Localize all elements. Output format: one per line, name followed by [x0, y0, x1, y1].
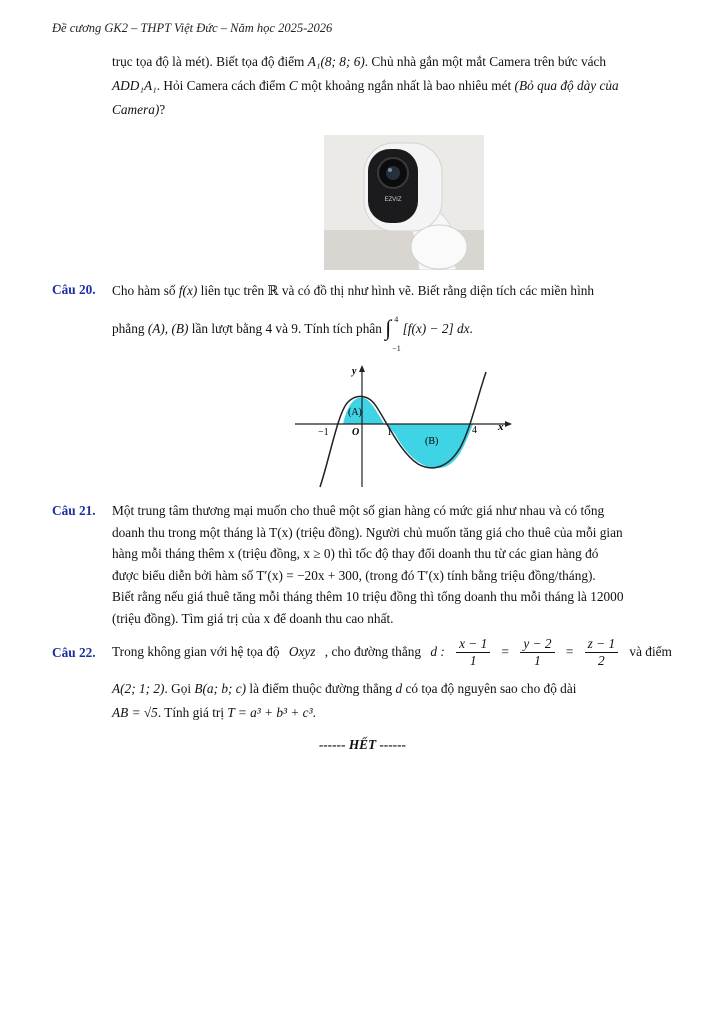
q22-fraction-x: $\frac{x - 1}{1}$: [456, 636, 490, 669]
q22-expression: T = a³ + b³ + c³: [227, 705, 313, 720]
y-axis-label: y: [352, 366, 357, 377]
x-axis-label: x: [498, 421, 504, 433]
q22-fraction-y: $\frac{y - 2}{1}$: [520, 636, 554, 669]
q19-text-b: . Chủ nhà gắn một mắt Camera trên bức vách: [364, 54, 607, 69]
q19-wall-name: ADD₁A₁: [112, 78, 157, 93]
q20-text-b: liên tục trên ℝ và có đồ thị như hình vẽ. Biết rằng diện tích các miền hình: [200, 283, 595, 298]
x-axis-arrow: [505, 421, 512, 427]
integral-sign: ∫ 4 −1: [385, 317, 399, 343]
q22-text-d: . Gọi: [164, 681, 192, 696]
q20-period: .: [469, 321, 473, 337]
q20-regions: (A), (B): [147, 321, 189, 337]
q19-text-d: một khoảng ngắn nhất là bao nhiêu mét: [301, 78, 512, 93]
q19-note: (Bỏ qua độ dày của: [514, 78, 619, 93]
function-graph: [290, 362, 515, 492]
q21-line-3: hàng mỗi tháng thêm x (triệu đồng, x ≥ 0) thì tốc độ thay đổi doanh thu từ các gian hàng đó: [112, 546, 599, 561]
q20-text-a: Cho hàm số: [112, 283, 176, 298]
q19-text-c: . Hỏi Camera cách điểm: [156, 78, 286, 93]
q20-text-d: lần lượt bằng 4 và 9. Tính tích phân: [191, 321, 382, 337]
tick-label-1: 1: [387, 427, 392, 438]
tick-label-4: 4: [472, 425, 477, 436]
q19-text-a: trục tọa độ là mét). Biết tọa độ điểm: [112, 54, 305, 69]
q21-line-4: được biểu diễn bởi hàm số T′(x) = −20x + 300, (trong đó T′(x) tính bằng triệu đồng/tháng).: [112, 567, 596, 583]
q19-line-1: [112, 50, 672, 74]
question-22-label: Câu 22.: [52, 645, 96, 660]
integral-lower-bound: −1: [392, 344, 401, 353]
q21-line-2: doanh thu trong một tháng là T(x) (triệu đồng). Người chủ muốn tăng giá cho thuê của mỗi gian: [112, 524, 623, 540]
q22-line-3: [112, 701, 672, 725]
q22-point-a: A(2; 1; 2): [112, 681, 165, 696]
q22-line-d-ref: d: [395, 681, 403, 696]
question-19-text: [112, 50, 672, 122]
q22-fraction-z: $\frac{z - 1}{2}$: [585, 636, 618, 669]
security-camera-photo: [324, 135, 484, 270]
integral-upper-bound: 4: [394, 315, 399, 324]
question-20-label: Câu 20.: [52, 282, 96, 297]
q21-line-1: Một trung tâm thương mại muốn cho thuê một số gian hàng có mức giá như nhau và có tổng: [112, 503, 605, 518]
region-b-label: (B): [425, 436, 439, 447]
camera-illustration: [324, 135, 484, 270]
camera-brand: EZVIZ: [384, 197, 402, 203]
page-header: Đề cương GK2 – THPT Việt Đức – Năm học 2025-2026: [52, 21, 333, 35]
q22-period: .: [312, 705, 316, 720]
question-20-text: [112, 279, 672, 353]
q22-distance: AB = √5: [112, 705, 158, 720]
q22-text-g: . Tính giá trị: [157, 705, 225, 720]
q20-line-1: [112, 279, 672, 303]
q22-point-b: B(a; b; c): [194, 681, 247, 696]
question-21-label: Câu 21.: [52, 503, 96, 518]
q20-function: f(x): [178, 283, 198, 298]
question-21-text: [112, 500, 672, 629]
q22-text-b: , cho đường thẳng: [324, 644, 422, 659]
q19-note-end: Camera): [112, 102, 160, 117]
question-22-text: [112, 633, 672, 725]
q19-line-2: [112, 74, 672, 98]
q19-question-mark: ?: [159, 102, 166, 117]
q21-line-5: Biết rằng nếu giá thuê tăng mỗi tháng thêm 10 triệu đồng thì tổng doanh thu mỗi tháng là 12000: [112, 589, 624, 604]
q20-text-c: phẳng: [112, 321, 145, 337]
tick-label-neg1: −1: [318, 427, 329, 438]
q21-line-6: (triệu đồng). Tìm giá trị của x để doanh thu cao nhất.: [112, 610, 394, 626]
q19-point-a1: A₁(8; 8; 6): [307, 54, 365, 69]
q22-text-f: có tọa độ nguyên sao cho độ dài: [405, 681, 577, 696]
y-axis-arrow: [359, 365, 365, 372]
region-a-label: (A): [348, 407, 362, 418]
q22-text-a: Trong không gian với hệ tọa độ: [112, 644, 280, 659]
q19-line-3: [112, 98, 672, 122]
q20-line-2: [112, 315, 672, 353]
q20-integrand: [f(x) − 2] dx: [402, 321, 470, 337]
q22-line-2: [112, 677, 672, 701]
q22-line-d: d :: [430, 644, 445, 659]
q22-system: Oxyz: [288, 644, 316, 659]
q22-line-1: Trong không gian với hệ tọa độ Oxyz , cho đường thẳng d : $\frac{x - 1}{1}$ = $\frac{y - 2}{1}$ = $\frac{z - 1}{2}$ và điểm: [112, 635, 672, 668]
end-marker: ------ HẾT ------: [318, 737, 407, 752]
q19-point-c: C: [288, 78, 298, 93]
q22-text-e: là điểm thuộc đường thẳng: [249, 681, 393, 696]
q22-text-c: và điểm: [629, 644, 672, 659]
origin-label: O: [352, 427, 360, 438]
